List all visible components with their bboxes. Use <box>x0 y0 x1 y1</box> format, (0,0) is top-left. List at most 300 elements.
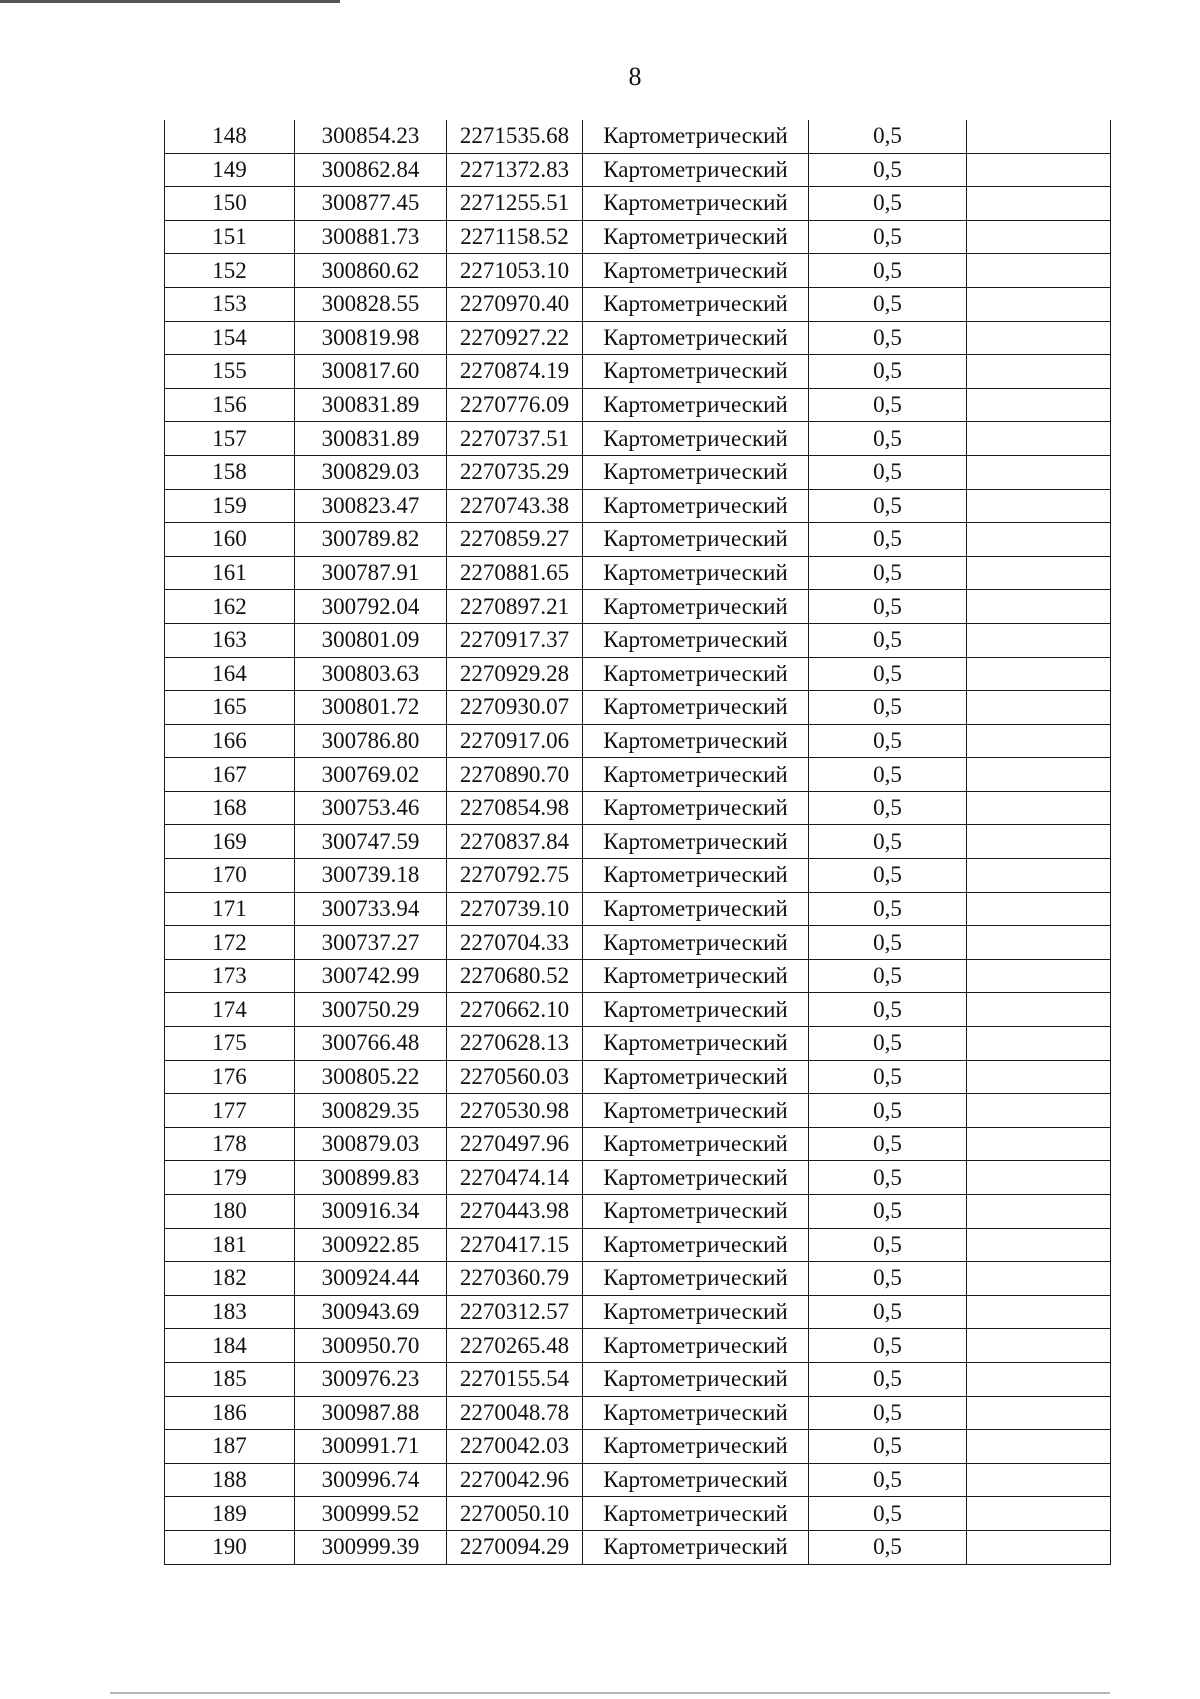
point-number-cell: 184 <box>165 1329 295 1363</box>
blank-cell <box>967 590 1111 624</box>
point-number-cell: 170 <box>165 859 295 893</box>
method-cell: Картометрический <box>583 1094 809 1128</box>
blank-cell <box>967 455 1111 489</box>
y-coordinate-cell: 2270042.96 <box>447 1463 583 1497</box>
x-coordinate-cell: 300991.71 <box>295 1430 447 1464</box>
blank-cell <box>967 758 1111 792</box>
accuracy-cell: 0,5 <box>809 220 967 254</box>
accuracy-cell: 0,5 <box>809 287 967 321</box>
point-number-cell: 188 <box>165 1463 295 1497</box>
y-coordinate-cell: 2270680.52 <box>447 959 583 993</box>
accuracy-cell: 0,5 <box>809 1295 967 1329</box>
blank-cell <box>967 153 1111 187</box>
method-cell: Картометрический <box>583 758 809 792</box>
y-coordinate-cell: 2270854.98 <box>447 791 583 825</box>
y-coordinate-cell: 2270530.98 <box>447 1094 583 1128</box>
y-coordinate-cell: 2270776.09 <box>447 388 583 422</box>
method-cell: Картометрический <box>583 1127 809 1161</box>
x-coordinate-cell: 300817.60 <box>295 355 447 389</box>
y-coordinate-cell: 2270443.98 <box>447 1195 583 1229</box>
x-coordinate-cell: 300976.23 <box>295 1362 447 1396</box>
x-coordinate-cell: 300753.46 <box>295 791 447 825</box>
point-number-cell: 153 <box>165 287 295 321</box>
x-coordinate-cell: 300862.84 <box>295 153 447 187</box>
y-coordinate-cell: 2270628.13 <box>447 1027 583 1061</box>
table-row <box>165 1362 1111 1396</box>
x-coordinate-cell: 300860.62 <box>295 254 447 288</box>
point-number-cell: 160 <box>165 523 295 557</box>
table-row <box>165 1161 1111 1195</box>
blank-cell <box>967 220 1111 254</box>
point-number-cell: 178 <box>165 1127 295 1161</box>
page-number: 8 <box>628 62 642 91</box>
blank-cell <box>967 287 1111 321</box>
y-coordinate-cell: 2270917.06 <box>447 724 583 758</box>
blank-cell <box>967 791 1111 825</box>
x-coordinate-cell: 300943.69 <box>295 1295 447 1329</box>
method-cell: Картометрический <box>583 1530 809 1564</box>
method-cell: Картометрический <box>583 1463 809 1497</box>
table-row <box>165 1497 1111 1531</box>
point-number-cell: 189 <box>165 1497 295 1531</box>
point-number-cell: 182 <box>165 1262 295 1296</box>
y-coordinate-cell: 2270704.33 <box>447 926 583 960</box>
x-coordinate-cell: 300733.94 <box>295 892 447 926</box>
point-number-cell: 173 <box>165 959 295 993</box>
method-cell: Картометрический <box>583 1262 809 1296</box>
point-number-cell: 174 <box>165 993 295 1027</box>
x-coordinate-cell: 300789.82 <box>295 523 447 557</box>
point-number-cell: 159 <box>165 489 295 523</box>
table-row <box>165 590 1111 624</box>
blank-cell <box>967 1262 1111 1296</box>
method-cell: Картометрический <box>583 1060 809 1094</box>
coordinates-table <box>164 120 1111 1565</box>
point-number-cell: 152 <box>165 254 295 288</box>
accuracy-cell: 0,5 <box>809 321 967 355</box>
y-coordinate-cell: 2270417.15 <box>447 1228 583 1262</box>
blank-cell <box>967 959 1111 993</box>
y-coordinate-cell: 2270859.27 <box>447 523 583 557</box>
table-row <box>165 859 1111 893</box>
method-cell: Картометрический <box>583 724 809 758</box>
x-coordinate-cell: 300766.48 <box>295 1027 447 1061</box>
accuracy-cell: 0,5 <box>809 556 967 590</box>
accuracy-cell: 0,5 <box>809 1396 967 1430</box>
table-row <box>165 220 1111 254</box>
point-number-cell: 180 <box>165 1195 295 1229</box>
point-number-cell: 154 <box>165 321 295 355</box>
accuracy-cell: 0,5 <box>809 1094 967 1128</box>
blank-cell <box>967 388 1111 422</box>
accuracy-cell: 0,5 <box>809 993 967 1027</box>
method-cell: Картометрический <box>583 1295 809 1329</box>
method-cell: Картометрический <box>583 523 809 557</box>
y-coordinate-cell: 2271372.83 <box>447 153 583 187</box>
point-number-cell: 155 <box>165 355 295 389</box>
blank-cell <box>967 187 1111 221</box>
blank-cell <box>967 657 1111 691</box>
table-row <box>165 926 1111 960</box>
table-row <box>165 1228 1111 1262</box>
method-cell: Картометрический <box>583 422 809 456</box>
x-coordinate-cell: 300881.73 <box>295 220 447 254</box>
y-coordinate-cell: 2270735.29 <box>447 455 583 489</box>
accuracy-cell: 0,5 <box>809 1262 967 1296</box>
accuracy-cell: 0,5 <box>809 657 967 691</box>
y-coordinate-cell: 2270917.37 <box>447 623 583 657</box>
blank-cell <box>967 1362 1111 1396</box>
x-coordinate-cell: 300996.74 <box>295 1463 447 1497</box>
y-coordinate-cell: 2271053.10 <box>447 254 583 288</box>
accuracy-cell: 0,5 <box>809 489 967 523</box>
y-coordinate-cell: 2270743.38 <box>447 489 583 523</box>
blank-cell <box>967 1430 1111 1464</box>
x-coordinate-cell: 300922.85 <box>295 1228 447 1262</box>
table-row <box>165 422 1111 456</box>
blank-cell <box>967 1530 1111 1564</box>
method-cell: Картометрический <box>583 1228 809 1262</box>
x-coordinate-cell: 300805.22 <box>295 1060 447 1094</box>
accuracy-cell: 0,5 <box>809 959 967 993</box>
method-cell: Картометрический <box>583 825 809 859</box>
y-coordinate-cell: 2270929.28 <box>447 657 583 691</box>
y-coordinate-cell: 2270897.21 <box>447 590 583 624</box>
table-row <box>165 1195 1111 1229</box>
table-row <box>165 791 1111 825</box>
table-row <box>165 691 1111 725</box>
table-row <box>165 1295 1111 1329</box>
table-row <box>165 1430 1111 1464</box>
method-cell: Картометрический <box>583 623 809 657</box>
method-cell: Картометрический <box>583 926 809 960</box>
x-coordinate-cell: 300739.18 <box>295 859 447 893</box>
point-number-cell: 187 <box>165 1430 295 1464</box>
point-number-cell: 169 <box>165 825 295 859</box>
x-coordinate-cell: 300854.23 <box>295 120 447 153</box>
blank-cell <box>967 422 1111 456</box>
x-coordinate-cell: 300823.47 <box>295 489 447 523</box>
point-number-cell: 158 <box>165 455 295 489</box>
method-cell: Картометрический <box>583 1396 809 1430</box>
accuracy-cell: 0,5 <box>809 791 967 825</box>
table-row <box>165 1262 1111 1296</box>
accuracy-cell: 0,5 <box>809 1228 967 1262</box>
x-coordinate-cell: 300999.39 <box>295 1530 447 1564</box>
x-coordinate-cell: 300742.99 <box>295 959 447 993</box>
accuracy-cell: 0,5 <box>809 623 967 657</box>
accuracy-cell: 0,5 <box>809 388 967 422</box>
blank-cell <box>967 1195 1111 1229</box>
point-number-cell: 165 <box>165 691 295 725</box>
y-coordinate-cell: 2270874.19 <box>447 355 583 389</box>
table-row <box>165 1027 1111 1061</box>
y-coordinate-cell: 2270837.84 <box>447 825 583 859</box>
method-cell: Картометрический <box>583 1430 809 1464</box>
table-row <box>165 1127 1111 1161</box>
point-number-cell: 148 <box>165 120 295 153</box>
blank-cell <box>967 556 1111 590</box>
blank-cell <box>967 859 1111 893</box>
method-cell: Картометрический <box>583 1027 809 1061</box>
y-coordinate-cell: 2270560.03 <box>447 1060 583 1094</box>
blank-cell <box>967 892 1111 926</box>
table-row <box>165 489 1111 523</box>
method-cell: Картометрический <box>583 1329 809 1363</box>
accuracy-cell: 0,5 <box>809 1195 967 1229</box>
table-row <box>165 959 1111 993</box>
accuracy-cell: 0,5 <box>809 1463 967 1497</box>
point-number-cell: 176 <box>165 1060 295 1094</box>
table-row <box>165 355 1111 389</box>
table-row <box>165 758 1111 792</box>
x-coordinate-cell: 300877.45 <box>295 187 447 221</box>
blank-cell <box>967 1094 1111 1128</box>
point-number-cell: 156 <box>165 388 295 422</box>
y-coordinate-cell: 2270970.40 <box>447 287 583 321</box>
accuracy-cell: 0,5 <box>809 422 967 456</box>
blank-cell <box>967 1329 1111 1363</box>
point-number-cell: 150 <box>165 187 295 221</box>
accuracy-cell: 0,5 <box>809 1027 967 1061</box>
y-coordinate-cell: 2270048.78 <box>447 1396 583 1430</box>
method-cell: Картометрический <box>583 556 809 590</box>
y-coordinate-cell: 2270265.48 <box>447 1329 583 1363</box>
x-coordinate-cell: 300769.02 <box>295 758 447 792</box>
blank-cell <box>967 1396 1111 1430</box>
accuracy-cell: 0,5 <box>809 1161 967 1195</box>
accuracy-cell: 0,5 <box>809 355 967 389</box>
blank-cell <box>967 1497 1111 1531</box>
x-coordinate-cell: 300786.80 <box>295 724 447 758</box>
x-coordinate-cell: 300924.44 <box>295 1262 447 1296</box>
accuracy-cell: 0,5 <box>809 1362 967 1396</box>
point-number-cell: 166 <box>165 724 295 758</box>
x-coordinate-cell: 300787.91 <box>295 556 447 590</box>
accuracy-cell: 0,5 <box>809 455 967 489</box>
table-row <box>165 892 1111 926</box>
accuracy-cell: 0,5 <box>809 926 967 960</box>
accuracy-cell: 0,5 <box>809 724 967 758</box>
y-coordinate-cell: 2270930.07 <box>447 691 583 725</box>
blank-cell <box>967 825 1111 859</box>
point-number-cell: 175 <box>165 1027 295 1061</box>
point-number-cell: 183 <box>165 1295 295 1329</box>
x-coordinate-cell: 300801.09 <box>295 623 447 657</box>
accuracy-cell: 0,5 <box>809 523 967 557</box>
accuracy-cell: 0,5 <box>809 892 967 926</box>
table-row <box>165 993 1111 1027</box>
point-number-cell: 171 <box>165 892 295 926</box>
accuracy-cell: 0,5 <box>809 1127 967 1161</box>
y-coordinate-cell: 2270050.10 <box>447 1497 583 1531</box>
blank-cell <box>967 724 1111 758</box>
blank-cell <box>967 489 1111 523</box>
x-coordinate-cell: 300792.04 <box>295 590 447 624</box>
table-row <box>165 556 1111 590</box>
x-coordinate-cell: 300831.89 <box>295 422 447 456</box>
method-cell: Картометрический <box>583 590 809 624</box>
point-number-cell: 181 <box>165 1228 295 1262</box>
x-coordinate-cell: 300987.88 <box>295 1396 447 1430</box>
accuracy-cell: 0,5 <box>809 153 967 187</box>
point-number-cell: 179 <box>165 1161 295 1195</box>
table-row <box>165 187 1111 221</box>
method-cell: Картометрический <box>583 993 809 1027</box>
table-row <box>165 1060 1111 1094</box>
method-cell: Картометрический <box>583 254 809 288</box>
x-coordinate-cell: 300950.70 <box>295 1329 447 1363</box>
table-row <box>165 388 1111 422</box>
blank-cell <box>967 1463 1111 1497</box>
scan-edge-bottom <box>110 1692 1110 1694</box>
y-coordinate-cell: 2270312.57 <box>447 1295 583 1329</box>
method-cell: Картометрический <box>583 455 809 489</box>
y-coordinate-cell: 2270094.29 <box>447 1530 583 1564</box>
blank-cell <box>967 993 1111 1027</box>
y-coordinate-cell: 2270474.14 <box>447 1161 583 1195</box>
blank-cell <box>967 1027 1111 1061</box>
accuracy-cell: 0,5 <box>809 825 967 859</box>
blank-cell <box>967 254 1111 288</box>
table-row <box>165 825 1111 859</box>
y-coordinate-cell: 2270881.65 <box>447 556 583 590</box>
blank-cell <box>967 120 1111 153</box>
method-cell: Картометрический <box>583 657 809 691</box>
accuracy-cell: 0,5 <box>809 758 967 792</box>
y-coordinate-cell: 2270739.10 <box>447 892 583 926</box>
method-cell: Картометрический <box>583 220 809 254</box>
blank-cell <box>967 1127 1111 1161</box>
point-number-cell: 163 <box>165 623 295 657</box>
point-number-cell: 162 <box>165 590 295 624</box>
accuracy-cell: 0,5 <box>809 1430 967 1464</box>
accuracy-cell: 0,5 <box>809 1060 967 1094</box>
table-row <box>165 455 1111 489</box>
x-coordinate-cell: 300829.35 <box>295 1094 447 1128</box>
y-coordinate-cell: 2270662.10 <box>447 993 583 1027</box>
blank-cell <box>967 1060 1111 1094</box>
accuracy-cell: 0,5 <box>809 691 967 725</box>
y-coordinate-cell: 2270890.70 <box>447 758 583 792</box>
y-coordinate-cell: 2270497.96 <box>447 1127 583 1161</box>
method-cell: Картометрический <box>583 1161 809 1195</box>
y-coordinate-cell: 2270927.22 <box>447 321 583 355</box>
y-coordinate-cell: 2270792.75 <box>447 859 583 893</box>
method-cell: Картометрический <box>583 1362 809 1396</box>
method-cell: Картометрический <box>583 859 809 893</box>
point-number-cell: 185 <box>165 1362 295 1396</box>
point-number-cell: 172 <box>165 926 295 960</box>
method-cell: Картометрический <box>583 1195 809 1229</box>
point-number-cell: 151 <box>165 220 295 254</box>
y-coordinate-cell: 2271255.51 <box>447 187 583 221</box>
coordinates-table-wrapper <box>164 120 1110 1565</box>
x-coordinate-cell: 300828.55 <box>295 287 447 321</box>
method-cell: Картометрический <box>583 388 809 422</box>
point-number-cell: 149 <box>165 153 295 187</box>
point-number-cell: 168 <box>165 791 295 825</box>
blank-cell <box>967 1295 1111 1329</box>
blank-cell <box>967 321 1111 355</box>
blank-cell <box>967 926 1111 960</box>
accuracy-cell: 0,5 <box>809 859 967 893</box>
point-number-cell: 177 <box>165 1094 295 1128</box>
x-coordinate-cell: 300999.52 <box>295 1497 447 1531</box>
table-row <box>165 1530 1111 1564</box>
method-cell: Картометрический <box>583 355 809 389</box>
table-row <box>165 1094 1111 1128</box>
y-coordinate-cell: 2271158.52 <box>447 220 583 254</box>
table-row <box>165 1396 1111 1430</box>
accuracy-cell: 0,5 <box>809 1497 967 1531</box>
point-number-cell: 164 <box>165 657 295 691</box>
point-number-cell: 157 <box>165 422 295 456</box>
table-row <box>165 254 1111 288</box>
x-coordinate-cell: 300899.83 <box>295 1161 447 1195</box>
x-coordinate-cell: 300831.89 <box>295 388 447 422</box>
blank-cell <box>967 623 1111 657</box>
method-cell: Картометрический <box>583 1497 809 1531</box>
blank-cell <box>967 523 1111 557</box>
coordinates-table-body <box>165 120 1111 1564</box>
y-coordinate-cell: 2270155.54 <box>447 1362 583 1396</box>
x-coordinate-cell: 300819.98 <box>295 321 447 355</box>
x-coordinate-cell: 300916.34 <box>295 1195 447 1229</box>
blank-cell <box>967 355 1111 389</box>
point-number-cell: 161 <box>165 556 295 590</box>
accuracy-cell: 0,5 <box>809 254 967 288</box>
method-cell: Картометрический <box>583 287 809 321</box>
blank-cell <box>967 691 1111 725</box>
table-row <box>165 120 1111 153</box>
y-coordinate-cell: 2270042.03 <box>447 1430 583 1464</box>
method-cell: Картометрический <box>583 892 809 926</box>
table-row <box>165 724 1111 758</box>
method-cell: Картометрический <box>583 691 809 725</box>
x-coordinate-cell: 300737.27 <box>295 926 447 960</box>
x-coordinate-cell: 300803.63 <box>295 657 447 691</box>
y-coordinate-cell: 2271535.68 <box>447 120 583 153</box>
table-row <box>165 1329 1111 1363</box>
accuracy-cell: 0,5 <box>809 187 967 221</box>
x-coordinate-cell: 300750.29 <box>295 993 447 1027</box>
table-row <box>165 657 1111 691</box>
accuracy-cell: 0,5 <box>809 590 967 624</box>
accuracy-cell: 0,5 <box>809 120 967 153</box>
table-row <box>165 1463 1111 1497</box>
table-row <box>165 287 1111 321</box>
method-cell: Картометрический <box>583 959 809 993</box>
method-cell: Картометрический <box>583 489 809 523</box>
point-number-cell: 167 <box>165 758 295 792</box>
x-coordinate-cell: 300747.59 <box>295 825 447 859</box>
y-coordinate-cell: 2270360.79 <box>447 1262 583 1296</box>
method-cell: Картометрический <box>583 120 809 153</box>
x-coordinate-cell: 300801.72 <box>295 691 447 725</box>
method-cell: Картометрический <box>583 187 809 221</box>
blank-cell <box>967 1161 1111 1195</box>
method-cell: Картометрический <box>583 791 809 825</box>
method-cell: Картометрический <box>583 321 809 355</box>
x-coordinate-cell: 300879.03 <box>295 1127 447 1161</box>
table-row <box>165 523 1111 557</box>
method-cell: Картометрический <box>583 153 809 187</box>
y-coordinate-cell: 2270737.51 <box>447 422 583 456</box>
point-number-cell: 190 <box>165 1530 295 1564</box>
table-row <box>165 623 1111 657</box>
table-row <box>165 321 1111 355</box>
